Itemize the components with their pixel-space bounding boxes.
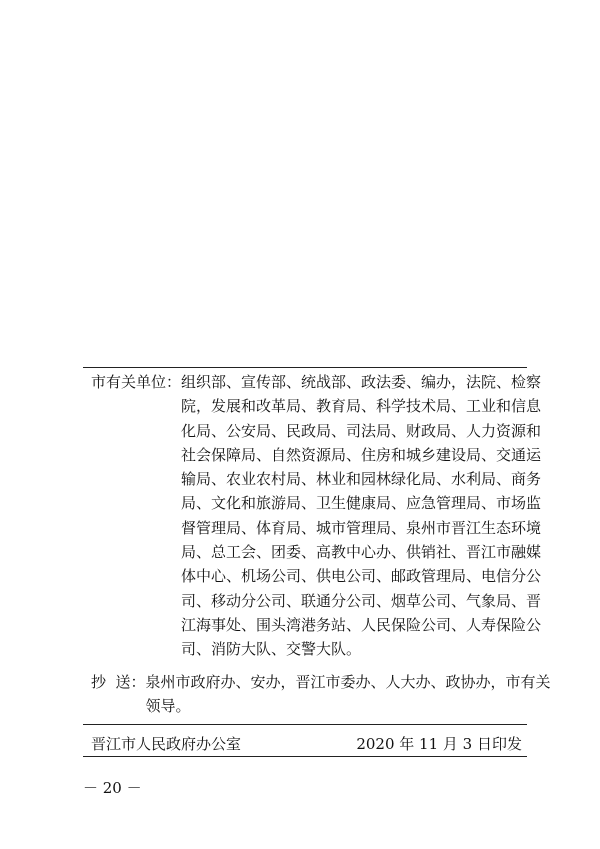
distribution-line: 司、消防大队、交警大队。 xyxy=(181,640,362,659)
distribution-line: 社会保障局、自然资源局、住房和城乡建设局、交通运 xyxy=(181,445,542,464)
issue-date: 2020 年 11 月 3 日印发 xyxy=(356,735,522,753)
distribution-line: 输局、农业农村局、林业和园林绿化局、水利局、商务 xyxy=(181,470,542,489)
cc-list xyxy=(146,670,551,719)
bottom-rule xyxy=(83,756,527,757)
distribution-line: 江海事处、围头湾港务站、人民保险公司、人寿保险公 xyxy=(181,615,542,634)
distribution-list xyxy=(181,370,541,662)
distribution-line: 院，发展和改革局、教育局、科学技术局、工业和信息 xyxy=(181,397,542,416)
distribution-line: 局、文化和旅游局、卫生健康局、应急管理局、市场监 xyxy=(181,494,542,513)
distribution-line: 化局、公安局、民政局、司法局、财政局、人力资源和 xyxy=(181,421,542,440)
distribution-line: 组织部、宣传部、统战部、政法委、编办，法院、检察 xyxy=(181,373,542,391)
page-number: － 20 － xyxy=(83,779,142,797)
cc-label: 抄 送： xyxy=(91,673,146,691)
cc-block xyxy=(91,670,551,719)
distribution-label: 市有关单位： xyxy=(91,373,182,391)
middle-rule xyxy=(83,724,527,725)
issuer: 晋江市人民政府办公室 xyxy=(91,735,242,753)
distribution-line: 体中心、机场公司、供电公司、邮政管理局、电信分公 xyxy=(181,567,542,586)
distribution-line: 司、移动分公司、联通分公司、烟草公司、气象局、晋 xyxy=(181,591,542,610)
issue-info xyxy=(91,733,522,754)
distribution-block xyxy=(91,370,542,662)
cc-line: 领导。 xyxy=(145,697,191,716)
distribution-line: 督管理局、体育局、城市管理局、泉州市晋江生态环境 xyxy=(181,518,542,537)
top-rule xyxy=(83,367,527,368)
distribution-line: 局、总工会、团委、高教中心办、供销社、晋江市融媒 xyxy=(181,543,542,562)
cc-line: 泉州市政府办、安办，晋江市委办、人大办、政协办，市有关 xyxy=(145,673,551,691)
